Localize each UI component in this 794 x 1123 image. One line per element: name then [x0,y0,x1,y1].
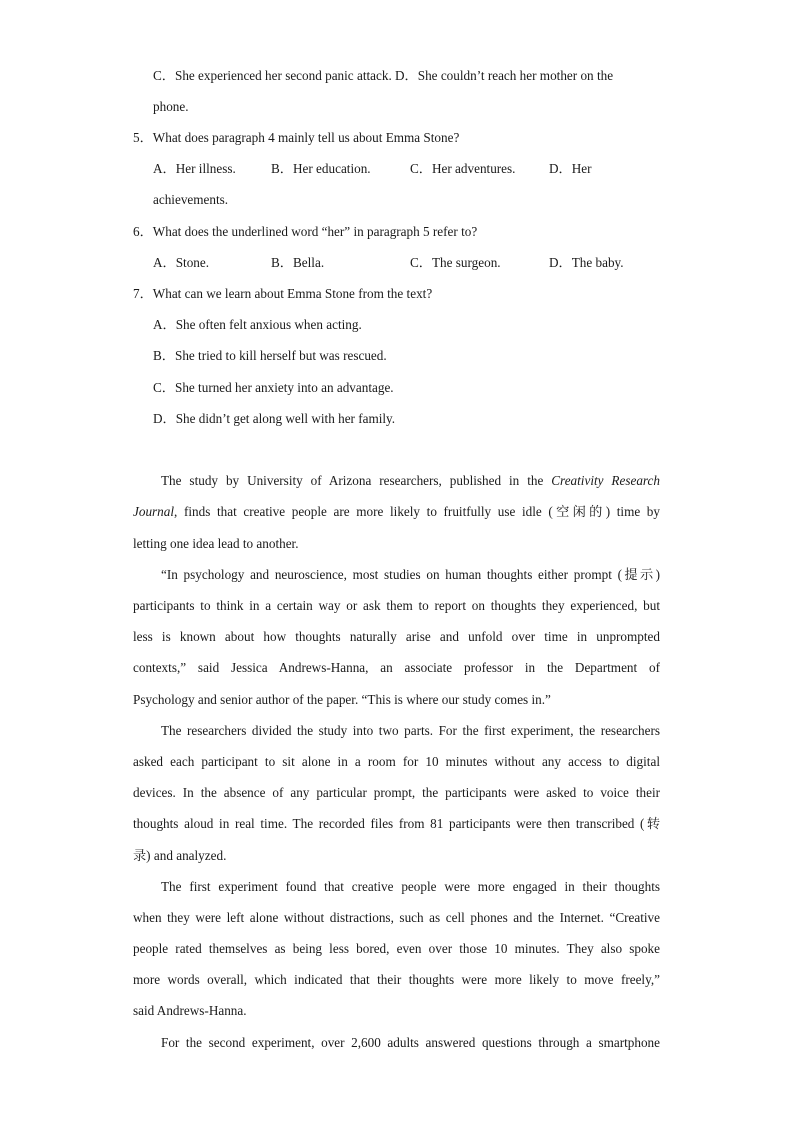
q4-option-d-continuation: phone. [153,99,189,114]
p3-line-2: asked each participant to sit alone in a room for 10 minutes without any access to digital [133,754,660,769]
p4-line-4: more words overall, which indicated that their thoughts were more likely to move freely,” [133,972,660,987]
q5-option-d-continuation: achievements. [153,192,229,207]
q6-stem: 6．What does the underlined word “her” in paragraph 5 refer to? [133,224,478,239]
p5-line-1: For the second experiment, over 2,600 adults answered questions through a smartphone [161,1035,660,1050]
q7-stem: 7．What can we learn about Emma Stone from the text? [133,286,433,301]
p1-line-1-text: The study by University of Arizona researchers, published in the [161,473,544,488]
p1-line-3: letting one idea lead to another. [133,536,299,551]
p3-line-4: thoughts aloud in real time. The recorded files from 81 participants were then transcribed (转 [133,816,660,831]
p2-line-2: participants to think in a certain way or ask them to report on thoughts they experienced, but [133,598,660,613]
q6-option-b: B．Bella. [271,255,325,270]
q5-stem: 5．What does paragraph 4 mainly tell us about Emma Stone? [133,130,460,145]
q7-option-d: D．She didn’t get along well with her family. [153,411,396,426]
q5-option-a: A．Her illness. [153,161,236,176]
p3-line-1: The researchers divided the study into two parts. For the first experiment, the researchers [161,723,660,738]
q7-option-b: B．She tried to kill herself but was rescued. [153,348,387,363]
p2-line-5: Psychology and senior author of the paper. “This is where our study comes in.” [133,692,551,707]
p4-line-2: when they were left alone without distractions, such as cell phones and the Internet. “Creative [133,910,660,925]
q7-option-a: A．She often felt anxious when acting. [153,317,362,332]
p3-line-5: 录) and analyzed. [133,848,227,863]
q5-options-row [0,161,794,177]
q4-option-c-d-line: C．She experienced her second panic attack. D．She couldn’t reach her mother on the [153,68,614,83]
q6-option-a: A．Stone. [153,255,210,270]
p4-line-5: said Andrews-Hanna. [133,1003,247,1018]
q6-option-c: C．The surgeon. [410,255,501,270]
q5-option-c: C．Her adventures. [410,161,516,176]
p2-line-4: contexts,” said Jessica Andrews-Hanna, an associate professor in the Department of [133,660,660,675]
q7-option-c: C．She turned her anxiety into an advantage. [153,380,394,395]
p1-line-2-text: , finds that creative people are more likely to fruitfully use idle (空闲的) time by [174,504,660,519]
q5-option-d: D．Her [549,161,592,176]
journal-title-part-1: Creativity Research [551,473,660,488]
p2-line-3: less is known about how thoughts naturally arise and unfold over time in unprompted [133,629,660,644]
p2-line-1: “In psychology and neuroscience, most studies on human thoughts either prompt (提示) [161,567,660,582]
q6-option-d: D．The baby. [549,255,624,270]
p4-line-1: The first experiment found that creative people were more engaged in their thoughts [161,879,660,894]
q5-option-b: B．Her education. [271,161,371,176]
p3-line-3: devices. In the absence of any particular prompt, the participants were asked to voice their [133,785,660,800]
p1-line-1 [161,473,660,489]
p1-line-2 [133,504,660,520]
p4-line-3: people rated themselves as being less bored, even over those 10 minutes. They also spoke [133,941,660,956]
journal-title-part-2: Journal [133,504,175,519]
q6-options-row [0,255,794,271]
